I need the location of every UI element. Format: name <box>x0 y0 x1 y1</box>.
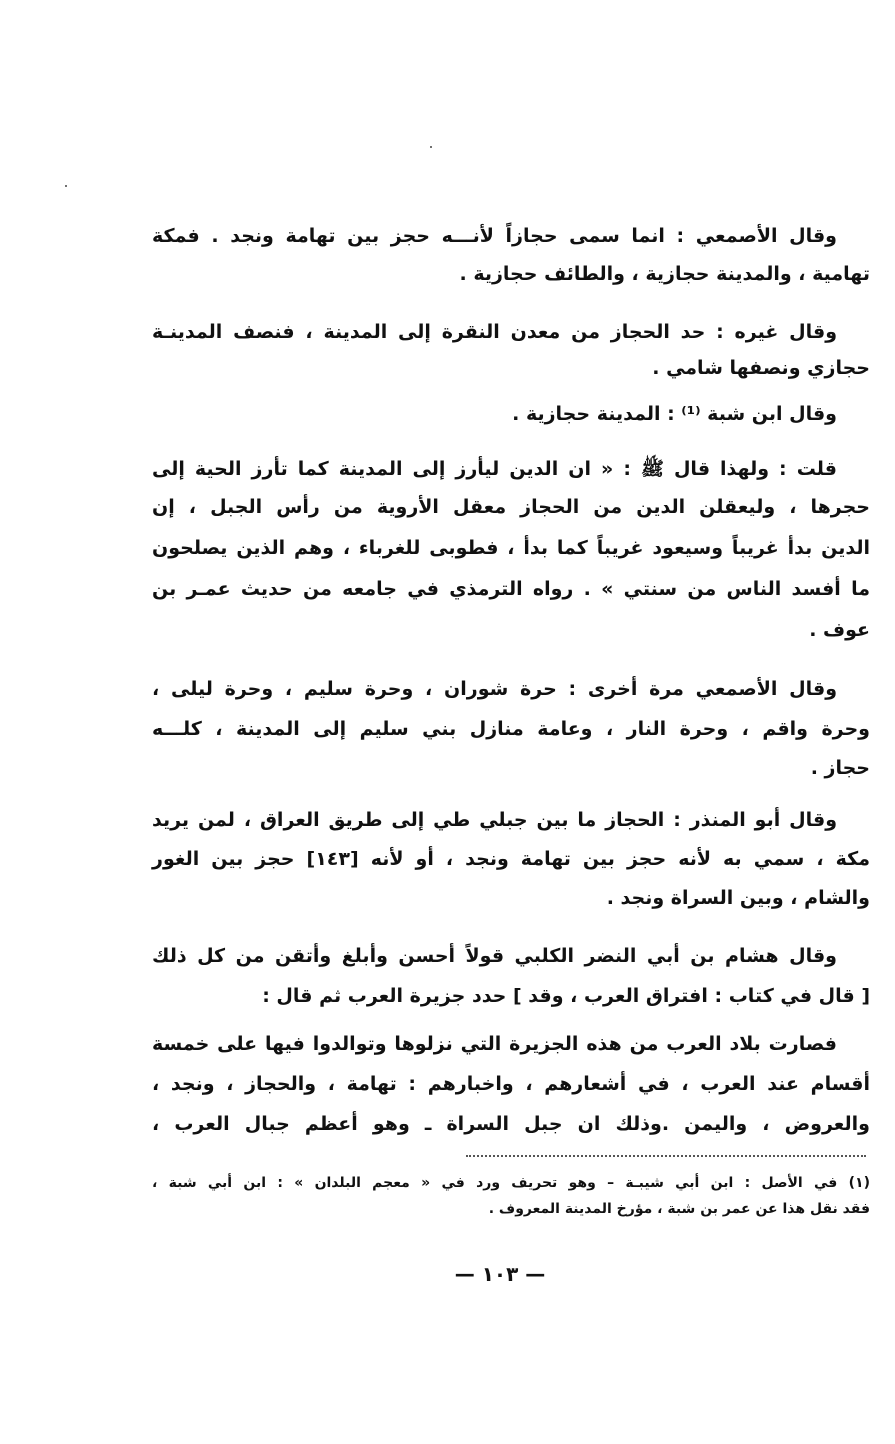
footnote-separator <box>466 1155 866 1157</box>
text-line: فصارت بلاد العرب من هذه الجزيرة التي نزلوها وتوالدوا فيها على خمسة <box>152 1033 837 1055</box>
text-line: الدين بدأ غريباً وسيعود غريباً كما بدأ ، فطوبى للغرباء ، وهم الذين يصلحون <box>152 537 870 559</box>
text-line: وقال ابن شبة ⁽¹⁾ : المدينة حجازية . <box>512 403 837 425</box>
footnote-line: فقد نقل هذا عن عمر بن شبة ، مؤرخ المدينة المعروف . <box>488 1201 870 1217</box>
text-line: [ قال في كتاب : افتراق العرب ، وقد ] حدد جزيرة العرب ثم قال : <box>262 985 870 1007</box>
text-line: وقال الأصمعي : انما سمى حجازاً لأنـــه حجز بين تهامة ونجد . فمكة <box>152 225 837 247</box>
text-line: وقال غيره : حد الحجاز من معدن النقرة إلى المدينة ، فنصف المدينـة <box>152 321 837 343</box>
text-line: تهامية ، والمدينة حجازية ، والطائف حجازية . <box>459 263 870 285</box>
page-number: — ١٠٣ — <box>454 1262 546 1286</box>
text-line: أقسام عند العرب ، في أشعارهم ، واخبارهم : تهامة ، والحجاز ، ونجد ، <box>152 1073 870 1095</box>
text-line: حجاز . <box>810 757 870 779</box>
text-line: حجرها ، وليعقلن الدين من الحجاز معقل الأروية من رأس الجبل ، إن <box>152 496 870 518</box>
text-line: حجازي ونصفها شامي . <box>652 357 870 379</box>
text-line: وقال أبو المنذر : الحجاز ما بين جبلي طي إلى طريق العراق ، لمن يريد <box>152 809 837 831</box>
footnote-line: (١) في الأصل : ابن أبي شيبـة – وهو تحريف ورد في « معجم البلدان » : ابن أبي شبة ، <box>152 1175 870 1191</box>
text-line: وحرة واقم ، وحرة النار ، وعامة منازل بني سليم إلى المدينة ، كلـــه <box>152 718 870 740</box>
text-line: عوف . <box>809 619 870 641</box>
text-line: والشام ، وبين السراة ونجد . <box>606 887 870 909</box>
text-line: وقال الأصمعي مرة أخرى : حرة شوران ، وحرة سليم ، وحرة ليلى ، <box>152 678 837 700</box>
text-line: مكة ، سمي به لأنه حجز بين تهامة ونجد ، أو لأنه [١٤٣] حجز بين الغور <box>152 848 870 870</box>
scan-speck <box>430 146 432 148</box>
text-line: ما أفسد الناس من سنتي » . رواه الترمذي في جامعه من حديث عمـر بن <box>152 578 870 600</box>
text-line: وقال هشام بن أبي النضر الكلبي قولاً أحسن وأبلغ وأتقن من كل ذلك <box>152 945 837 967</box>
text-line: والعروض ، واليمن .وذلك ان جبل السراة ـ وهو أعظم جبال العرب ، <box>152 1113 870 1135</box>
scan-speck <box>65 185 67 187</box>
text-line: قلت : ولهذا قال ﷺ : « ان الدين ليأرز إلى المدينة كما تأرز الحية إلى <box>152 458 837 480</box>
